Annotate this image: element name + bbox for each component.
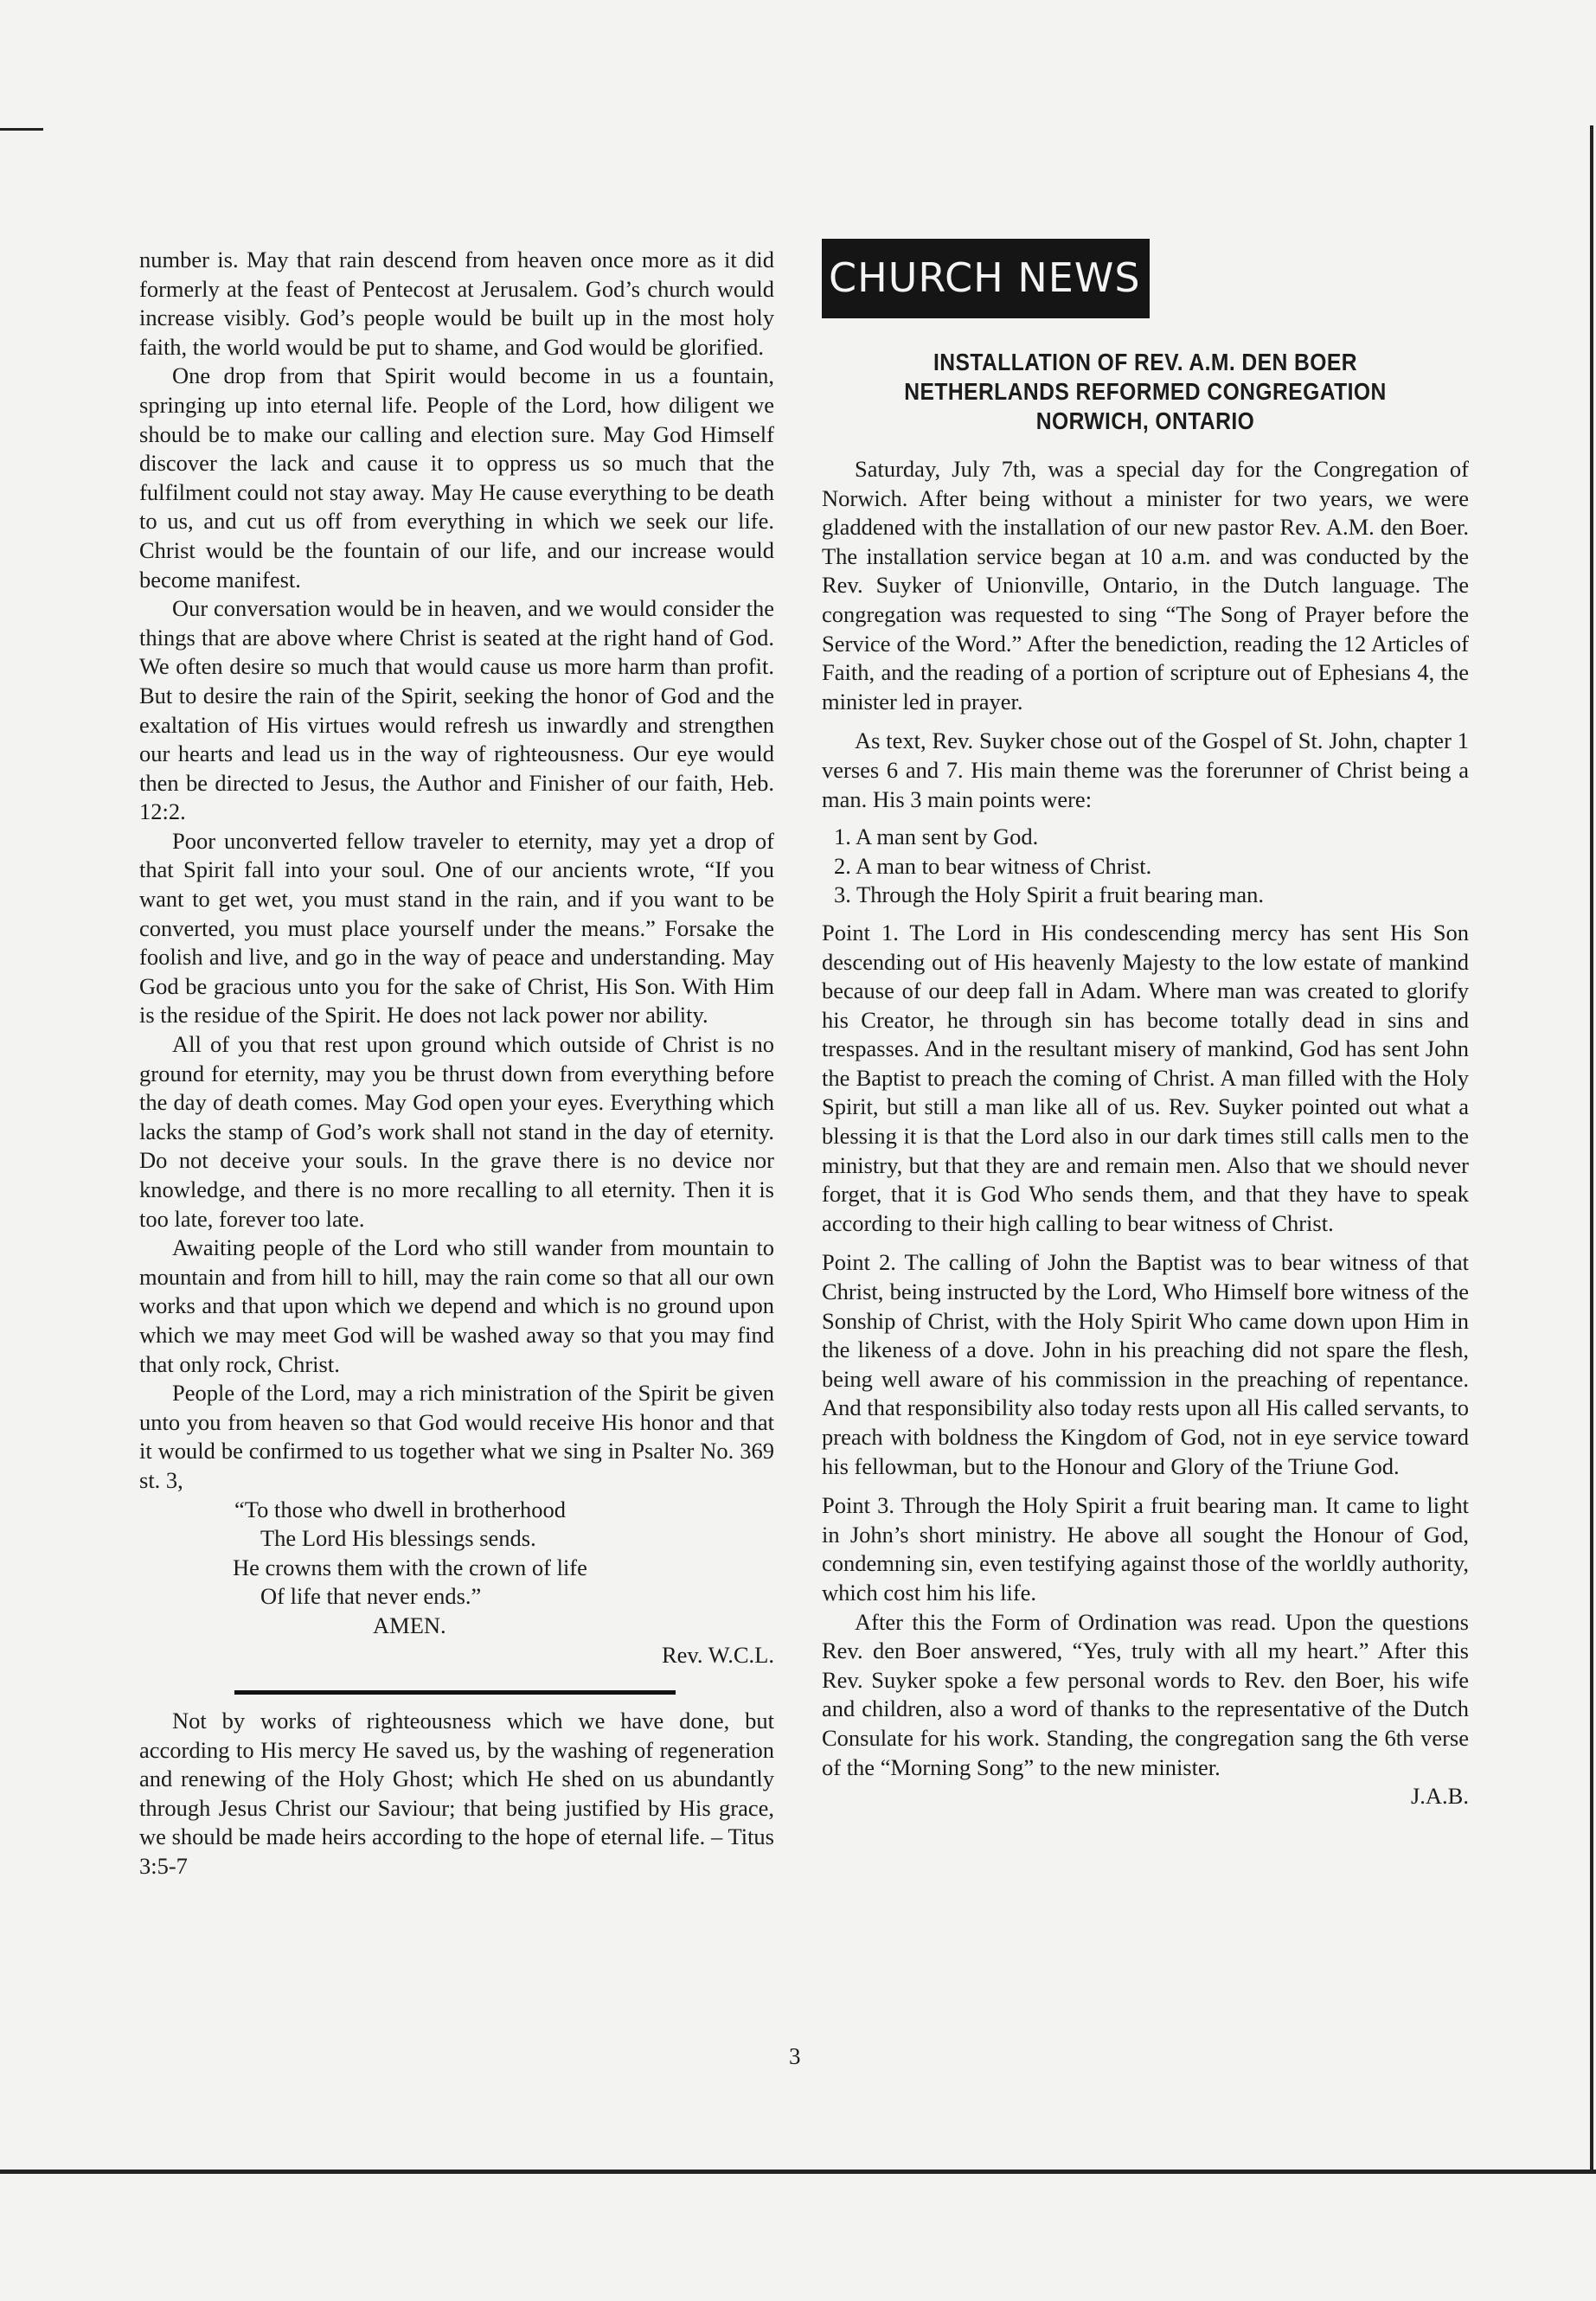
- paragraph: Point 1. The Lord in His condescending mercy has sent His Son descending out of His heavenly Majesty to the low estate of mankind because of our deep fall in Adam. Where man was created to glorify his Creator, he through sin has become totally dead in sins and trespasses. And in the resultant misery of mankind, God has sent John the Baptist to preach the coming of Christ. A man filled with the Holy Spirit, but still a man like all of us. Rev. Suyker pointed out what a blessing it is that the Lord also in our dark times still calls men to the ministry, but that they are and remain men. Also that we should never forget, that it is God Who sends them, and that they have to speak according to their high calling to bear witness of Christ.: [822, 919, 1469, 1236]
- signature: J.A.B.: [1410, 1783, 1469, 1810]
- list-item: 1. A man sent by God.: [834, 824, 1039, 850]
- list-item: 2. A man to bear witness of Christ.: [834, 852, 1152, 879]
- paragraph: People of the Lord, may a rich ministration of the Spirit be given unto you from heaven so that God would receive His honor and that it would be confirmed to us together what we sing in Psalter No. 369 st. 3,: [139, 1380, 774, 1493]
- page-edge-bottom: [0, 2170, 1596, 2174]
- page-edge-top: [0, 128, 43, 131]
- paragraph: Our conversation would be in heaven, and we would consider the things that are above where Christ is seated at the right hand of God. We often desire so much that would cause us more harm than profit. But to desire the rain of the Spirit, seeking the honor of God and the exaltation of His virtues would refresh us inwardly and strengthen our hearts and lead us in the way of righteousness. Our eye would then be directed to Jesus, the Author and Finisher of our faith, Heb. 12:2.: [139, 595, 774, 825]
- right-column: [822, 239, 1469, 1811]
- left-column: [139, 246, 774, 1881]
- headline-line: INSTALLATION OF REV. A.M. DEN BOER: [933, 349, 1357, 375]
- poem-amen: AMEN.: [373, 1612, 446, 1638]
- scripture-quote: Not by works of righteousness which we have done, but according to His mercy He saved us, by the washing of regeneration and renewing of the Holy Ghost; which He shed on us abundantly through Jesus Christ our Saviour; that being justified by His grace, we should be made heirs according to the hope of eternal life. – Titus 3:5-7: [139, 1708, 774, 1880]
- page-number: 3: [789, 2043, 801, 2069]
- divider-rule: [234, 1690, 676, 1695]
- paragraph: Point 3. Through the Holy Spirit a fruit bearing man. It came to light in John’s short ministry. He above all sought the Honour of God, condemning sin, even testifying against those of the worldly authority, which cost him his life.: [822, 1492, 1469, 1606]
- main-points-list: [834, 823, 1469, 910]
- list-item: 3. Through the Holy Spirit a fruit bearing man.: [834, 881, 1265, 908]
- paragraph: One drop from that Spirit would become in us a fountain, springing up into eternal life. People of the Lord, how diligent we should be to make our calling and election sure. May God Himself discover the lack and cause it to oppress us so much that the fulfilment could not stay away. May He cause everything to be death to us, and cut us off from everything in which we seek our life. Christ would be the fountain of our life, and our increase would become manifest.: [139, 362, 774, 593]
- signature: Rev. W.C.L.: [661, 1641, 774, 1668]
- poem-line: Of life that never ends.”: [260, 1583, 482, 1610]
- poem-line: “To those who dwell in brotherhood: [234, 1496, 567, 1522]
- paragraph: All of you that rest upon ground which outside of Christ is no ground for eternity, may you be thrust down from everything before the day of death comes. May God open your eyes. Everything which lacks the stamp of God’s work shall not stand in the day of eternity. Do not deceive your souls. In the grave there is no device nor knowledge, and there is no more recalling to all eternity. Then it is too late, forever too late.: [139, 1031, 774, 1232]
- psalter-poem: [139, 1496, 774, 1641]
- paragraph: Awaiting people of the Lord who still wander from mountain to mountain and from hill to hill, may the rain come so that all our own works and that upon which we depend and which is no ground upon which we may meet God will be washed away so that you may find that only rock, Christ.: [139, 1234, 774, 1377]
- paragraph: Saturday, July 7th, was a special day for the Congregation of Norwich. After being without a minister for two years, we were gladdened with the installation of our new pastor Rev. A.M. den Boer. The installation service began at 10 a.m. and was conducted by the Rev. Suyker of Unionville, Ontario, in the Dutch language. The congregation was requested to sing “The Song of Prayer before the Service of the Word.” After the benediction, reading the 12 Articles of Faith, and the reading of a portion of scripture out of Ephesians 4, the minister led in prayer.: [822, 456, 1469, 715]
- section-banner: CHURCH NEWS: [822, 239, 1150, 318]
- paragraph: Poor unconverted fellow traveler to eternity, may yet a drop of that Spirit fall into your soul. One of our ancients wrote, “If you want to get wet, you must stand in the rain, and if you want to be converted, you must place yourself under the means.” Forsake the foolish and live, and go in the way of peace and understanding. May God be gracious unto you for the sake of Christ, His Son. With Him is the residue of the Spirit. He does not lack power nor ability.: [139, 827, 774, 1029]
- page-edge-right: [1590, 125, 1593, 2171]
- article-headline: [861, 348, 1430, 436]
- headline-line: NETHERLANDS REFORMED CONGREGATION: [904, 378, 1387, 405]
- poem-line: He crowns them with the crown of life: [233, 1554, 587, 1580]
- paragraph: After this the Form of Ordination was read. Upon the questions Rev. den Boer answered, “Yes, truly with all my heart.” After this Rev. Suyker spoke a few personal words to Rev. den Boer, his wife and children, also a word of thanks to the representative of the Dutch Consulate for his work. Standing, the congregation sang the 6th verse of the “Morning Song” to the new minister.: [822, 1608, 1469, 1780]
- paragraph: As text, Rev. Suyker chose out of the Gospel of St. John, chapter 1 verses 6 and 7. His main theme was the forerunner of Christ being a man. His 3 main points were:: [822, 727, 1469, 812]
- poem-line: The Lord His blessings sends.: [260, 1525, 536, 1552]
- headline-line: NORWICH, ONTARIO: [1035, 407, 1255, 434]
- paragraph: number is. May that rain descend from heaven once more as it did formerly at the feast of Pentecost at Jerusalem. God’s church would increase visibly. God’s people would be built up in the most holy faith, the world would be put to shame, and God would be glorified.: [139, 247, 774, 360]
- paragraph: Point 2. The calling of John the Baptist was to bear witness of that Christ, being instructed by the Lord, Who Himself bore witness of the Sonship of Christ, with the Holy Spirit Who came down upon Him in the likeness of a dove. John in his preaching did not spare the flesh, being well aware of his commission in the preaching of repentance. And that responsibility also today rests upon all His called servants, to preach with boldness the Kingdom of God, not in eye service toward his fellowman, but to the Honour and Glory of the Triune God.: [822, 1249, 1469, 1479]
